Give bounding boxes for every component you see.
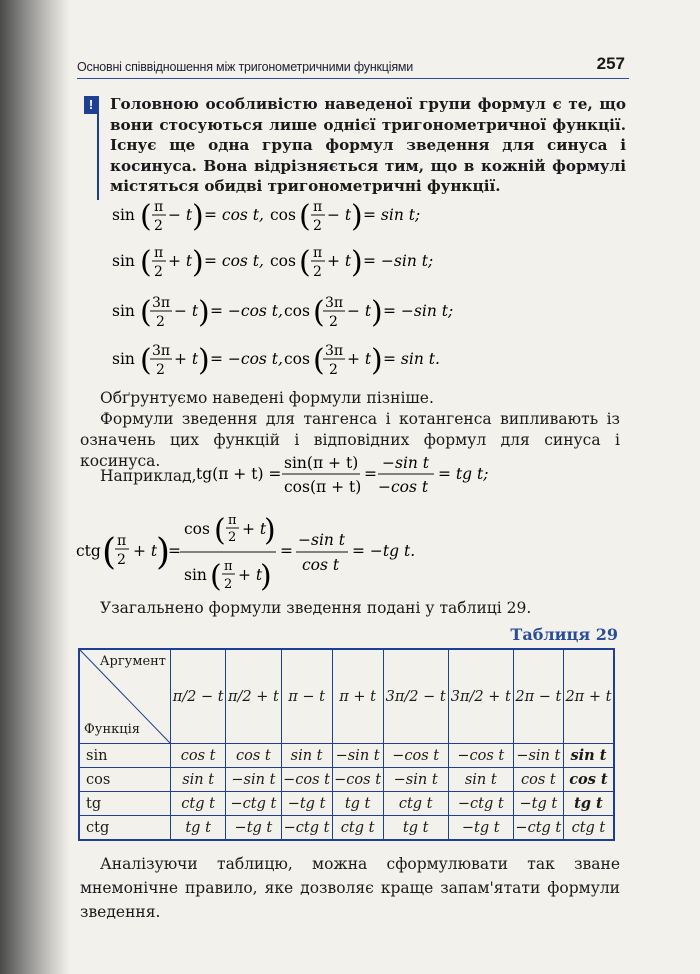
table-cell: sin t bbox=[171, 768, 226, 792]
table-header-row bbox=[79, 649, 614, 744]
svg-text:π: π bbox=[224, 559, 233, 574]
svg-text:): ) bbox=[351, 199, 363, 234]
svg-text:): ) bbox=[371, 343, 383, 378]
svg-text:cos: cos bbox=[270, 252, 296, 270]
svg-text:π: π bbox=[313, 199, 323, 215]
svg-text:+ t: + t bbox=[327, 252, 352, 270]
svg-text:− t: − t bbox=[174, 302, 199, 320]
table-cell: −sin t bbox=[332, 744, 383, 768]
column-header: π − t bbox=[281, 649, 332, 744]
f2a-result: = cos t, bbox=[204, 252, 264, 270]
table-row bbox=[79, 816, 614, 841]
svg-text:3π: 3π bbox=[152, 295, 171, 311]
svg-text:+ t: + t bbox=[133, 542, 158, 560]
reduction-formulas bbox=[100, 198, 520, 388]
svg-text:=: = bbox=[280, 542, 293, 560]
f4a-result: = −cos t, bbox=[210, 350, 283, 368]
svg-text:(: ( bbox=[140, 343, 152, 378]
svg-text:2: 2 bbox=[156, 362, 165, 378]
paragraph-2: Формули зведення для тангенса і котангенса випливають із означень цих функцій і відповідних формул для синуса і косинуса. bbox=[80, 410, 620, 470]
formula-row-4 bbox=[112, 343, 440, 378]
svg-text:sin: sin bbox=[112, 350, 135, 368]
table-cell: tg t bbox=[332, 792, 383, 816]
table-cell: −tg t bbox=[226, 816, 281, 841]
tg-num2: −sin t bbox=[382, 454, 430, 472]
svg-text:): ) bbox=[198, 295, 210, 330]
svg-text:cos: cos bbox=[284, 350, 310, 368]
svg-text:π: π bbox=[117, 533, 127, 549]
table-cell: −ctg t bbox=[448, 792, 513, 816]
table-cell: −sin t bbox=[513, 744, 563, 768]
tg-lhs: tg(π + t) = bbox=[196, 465, 282, 483]
svg-text:cos: cos bbox=[284, 302, 310, 320]
table-corner bbox=[79, 649, 171, 744]
svg-text:− t: − t bbox=[347, 302, 372, 320]
table-cell: cos t bbox=[171, 744, 226, 768]
table-cell: −ctg t bbox=[281, 816, 332, 841]
paragraph-3: Узагальнено формули зведення подані у таблиці 29. bbox=[100, 599, 532, 617]
svg-text:2: 2 bbox=[154, 264, 163, 280]
tg-res: = tg t; bbox=[438, 465, 489, 483]
table-cell: cos t bbox=[226, 744, 281, 768]
table-cell: sin t bbox=[563, 744, 614, 768]
column-header: 2π − t bbox=[513, 649, 563, 744]
f2b-result: = −sin t; bbox=[363, 252, 434, 270]
svg-text:π: π bbox=[313, 245, 323, 261]
svg-text:): ) bbox=[371, 295, 383, 330]
svg-text:): ) bbox=[156, 532, 171, 573]
svg-text:cos: cos bbox=[270, 206, 296, 224]
f1b-result: = sin t; bbox=[363, 206, 421, 224]
row-function: ctg bbox=[79, 816, 171, 841]
table-caption: Таблиця 29 bbox=[510, 625, 618, 644]
svg-text:2: 2 bbox=[313, 264, 322, 280]
svg-text:sin: sin bbox=[184, 566, 207, 584]
svg-text:(: ( bbox=[102, 532, 117, 573]
column-header: 2π + t bbox=[563, 649, 614, 744]
svg-text:− t: − t bbox=[168, 206, 193, 224]
ctg-lhs: ctg bbox=[76, 542, 101, 560]
table-cell: −ctg t bbox=[226, 792, 281, 816]
row-function: tg bbox=[79, 792, 171, 816]
table-cell: sin t bbox=[281, 744, 332, 768]
table-cell: tg t bbox=[563, 792, 614, 816]
svg-text:π: π bbox=[228, 513, 237, 528]
svg-text:+ t: + t bbox=[347, 350, 372, 368]
svg-text:): ) bbox=[192, 199, 204, 234]
table-cell: sin t bbox=[448, 768, 513, 792]
paragraph-1: Обґрунтуємо наведені формули пізніше. bbox=[100, 389, 434, 407]
svg-text:(: ( bbox=[313, 343, 325, 378]
table-row bbox=[79, 768, 614, 792]
svg-text:): ) bbox=[264, 513, 276, 548]
f1a-result: = cos t, bbox=[204, 206, 264, 224]
column-header: 3π/2 + t bbox=[448, 649, 513, 744]
table-cell: ctg t bbox=[171, 792, 226, 816]
svg-text:π: π bbox=[154, 199, 164, 215]
row-function: cos bbox=[79, 768, 171, 792]
svg-text:=: = bbox=[168, 542, 181, 560]
table-cell: −cos t bbox=[448, 744, 513, 768]
table-cell: −tg t bbox=[513, 792, 563, 816]
tg-den2: −cos t bbox=[378, 478, 429, 496]
section-title: Основні співвідношення між тригонометричними функціями bbox=[77, 60, 414, 74]
corner-argument-label: Аргумент bbox=[99, 654, 166, 669]
svg-text:3π: 3π bbox=[325, 343, 344, 359]
example-label: Наприклад, bbox=[100, 467, 197, 485]
f3b-result: = −sin t; bbox=[383, 302, 454, 320]
reduction-table bbox=[78, 648, 615, 841]
table-cell: ctg t bbox=[332, 816, 383, 841]
svg-text:(: ( bbox=[313, 295, 325, 330]
svg-text:): ) bbox=[192, 245, 204, 280]
column-header: π/2 + t bbox=[226, 649, 281, 744]
row-function: sin bbox=[79, 744, 171, 768]
formula-row-3 bbox=[112, 295, 453, 330]
svg-text:2: 2 bbox=[117, 552, 126, 568]
svg-text:+ t: + t bbox=[238, 566, 263, 584]
tg-den: cos(π + t) bbox=[284, 478, 362, 496]
note-text: Головною особливістю наведеної групи формул є те, що вони стосуються лише однієї тригонометричної функції. Існує ще одна група формул зведення для синуса і косинуса. Вона відрізняється тим, що в кожній формулі містяться обидві тригонометричні функції. bbox=[110, 95, 626, 196]
warning-icon: ! bbox=[84, 96, 98, 114]
svg-text:(: ( bbox=[214, 513, 226, 548]
svg-text:3π: 3π bbox=[152, 343, 171, 359]
svg-text:(: ( bbox=[299, 199, 311, 234]
svg-text:2: 2 bbox=[224, 577, 233, 592]
svg-text:(: ( bbox=[140, 295, 152, 330]
svg-text:(: ( bbox=[210, 559, 222, 594]
svg-text:− t: − t bbox=[327, 206, 352, 224]
table-row bbox=[79, 744, 614, 768]
svg-text:): ) bbox=[351, 245, 363, 280]
page-number: 257 bbox=[596, 54, 625, 73]
svg-text:=: = bbox=[364, 465, 377, 483]
svg-text:+ t: + t bbox=[168, 252, 193, 270]
table-cell: −cos t bbox=[281, 768, 332, 792]
svg-text:sin: sin bbox=[112, 252, 135, 270]
table-cell: tg t bbox=[171, 816, 226, 841]
table-cell: cos t bbox=[513, 768, 563, 792]
ctg-den2: cos t bbox=[302, 556, 340, 574]
svg-text:): ) bbox=[198, 343, 210, 378]
tg-example-formula bbox=[196, 450, 496, 500]
svg-text:sin: sin bbox=[112, 302, 135, 320]
table-cell: cos t bbox=[563, 768, 614, 792]
corner-function-label: Функція bbox=[84, 722, 140, 737]
formula-row-2 bbox=[112, 245, 433, 280]
table-cell: −tg t bbox=[448, 816, 513, 841]
svg-text:2: 2 bbox=[154, 218, 163, 234]
note-bar bbox=[97, 96, 99, 200]
svg-text:(: ( bbox=[299, 245, 311, 280]
ctg-num2: −sin t bbox=[298, 531, 346, 549]
table-cell: −sin t bbox=[383, 768, 448, 792]
svg-text:3π: 3π bbox=[325, 295, 344, 311]
column-header: π + t bbox=[332, 649, 383, 744]
svg-text:2: 2 bbox=[228, 530, 237, 545]
ctg-res: = −tg t. bbox=[352, 542, 416, 560]
running-header bbox=[77, 56, 629, 79]
tg-num: sin(π + t) bbox=[284, 454, 359, 472]
table-row bbox=[79, 792, 614, 816]
table-cell: −tg t bbox=[281, 792, 332, 816]
f4b-result: = sin t. bbox=[383, 350, 440, 368]
formula-row-1 bbox=[112, 199, 420, 234]
svg-text:2: 2 bbox=[156, 314, 165, 330]
table-cell: tg t bbox=[383, 816, 448, 841]
table-cell: −ctg t bbox=[513, 816, 563, 841]
table-cell: −cos t bbox=[332, 768, 383, 792]
table-cell: ctg t bbox=[563, 816, 614, 841]
svg-text:(: ( bbox=[140, 245, 152, 280]
conclusion-paragraph: Аналізуючи таблицю, можна сформулювати так зване мнемонічне правило, яке дозволяє краще запам'ятати формули зведення. bbox=[80, 855, 620, 921]
svg-text:π: π bbox=[154, 245, 164, 261]
table-cell: −sin t bbox=[226, 768, 281, 792]
table-cell: −cos t bbox=[383, 744, 448, 768]
svg-text:2: 2 bbox=[329, 362, 338, 378]
binding-shadow bbox=[0, 0, 70, 974]
svg-text:2: 2 bbox=[313, 218, 322, 234]
svg-text:cos: cos bbox=[184, 520, 210, 538]
column-header: π/2 − t bbox=[171, 649, 226, 744]
svg-text:+ t: + t bbox=[242, 520, 267, 538]
column-header: 3π/2 − t bbox=[383, 649, 448, 744]
svg-text:): ) bbox=[260, 559, 272, 594]
f3a-result: = −cos t, bbox=[210, 302, 283, 320]
svg-text:2: 2 bbox=[329, 314, 338, 330]
svg-text:(: ( bbox=[140, 199, 152, 234]
svg-text:sin: sin bbox=[112, 206, 135, 224]
table-cell: ctg t bbox=[383, 792, 448, 816]
ctg-example-formula bbox=[76, 508, 416, 602]
svg-text:+ t: + t bbox=[174, 350, 199, 368]
